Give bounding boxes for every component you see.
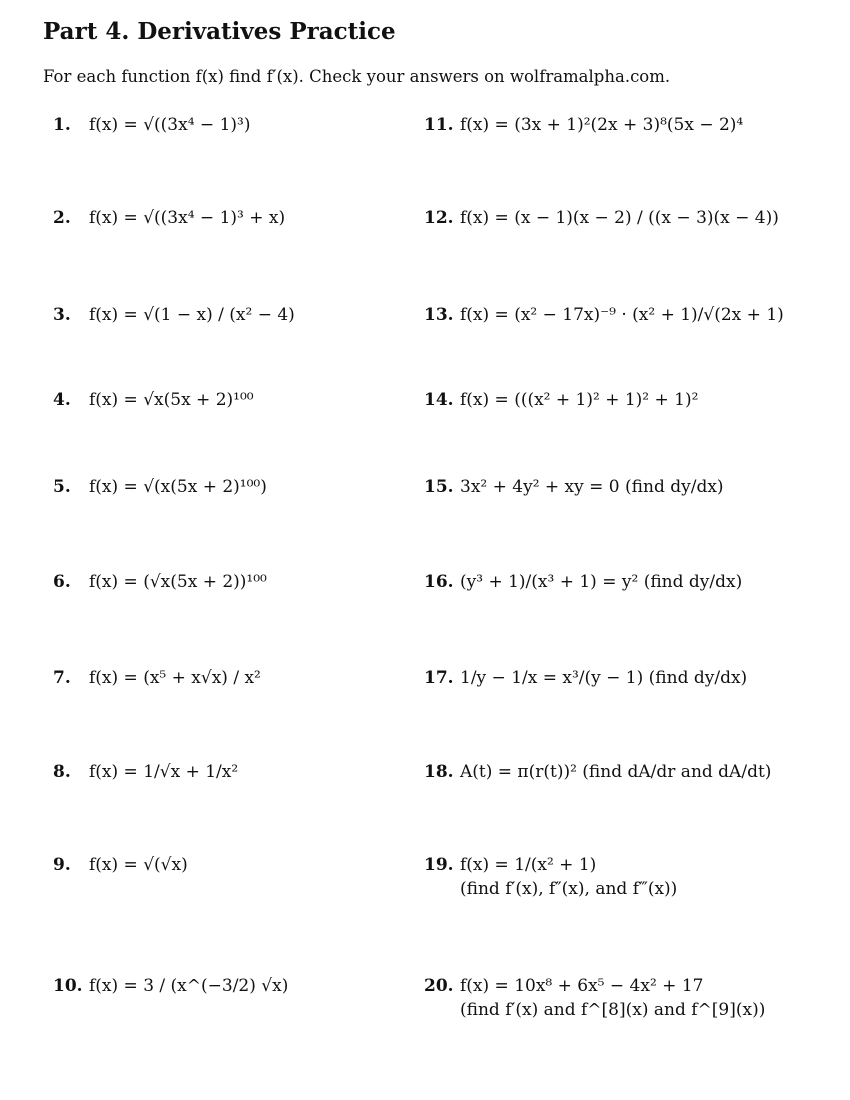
problem-expression: f(x) = 1/√x + 1/x² xyxy=(89,762,239,782)
problem-expression: f(x) = √(x(5x + 2)¹⁰⁰) xyxy=(89,477,267,497)
problem-20 xyxy=(424,976,765,1021)
problem-1 xyxy=(53,115,250,135)
problem-16 xyxy=(424,572,742,592)
problem-expression: f(x) = (x⁵ + x√x) / x² xyxy=(89,668,261,688)
problem-12 xyxy=(424,208,779,228)
problem-number: 18. xyxy=(424,762,454,782)
problem-number: 8. xyxy=(53,762,71,782)
page-title: Part 4. Derivatives Practice xyxy=(43,18,396,45)
problem-number: 7. xyxy=(53,668,71,688)
problem-number: 12. xyxy=(424,208,454,228)
problem-number: 9. xyxy=(53,855,71,875)
problem-expression: f(x) = 10x⁸ + 6x⁵ − 4x² + 17 xyxy=(460,976,704,996)
problem-17 xyxy=(424,668,747,688)
problem-number: 3. xyxy=(53,305,71,325)
problem-6 xyxy=(53,572,267,592)
problem-14 xyxy=(424,390,698,410)
problem-expression: f(x) = 1/(x² + 1) xyxy=(460,855,597,875)
problem-13 xyxy=(424,305,784,325)
problem-number: 19. xyxy=(424,855,454,875)
problem-expression: 1/y − 1/x = x³/(y − 1) (find dy/dx) xyxy=(460,668,748,688)
problem-expression: f(x) = √(√x) xyxy=(89,855,188,875)
problem-expression: 3x² + 4y² + xy = 0 (find dy/dx) xyxy=(460,477,724,497)
problem-number: 4. xyxy=(53,390,71,410)
problem-expression: f(x) = √((3x⁴ − 1)³ + x) xyxy=(89,208,286,228)
problem-number: 13. xyxy=(424,305,454,325)
problem-8 xyxy=(53,762,238,782)
problem-number: 2. xyxy=(53,208,71,228)
problem-number: 15. xyxy=(424,477,454,497)
problem-3 xyxy=(53,305,295,325)
problem-expression: A(t) = π(r(t))² (find dA/dr and dA/dt) xyxy=(460,762,772,782)
problem-expression: f(x) = √((3x⁴ − 1)³) xyxy=(89,115,251,135)
problem-expression: f(x) = 3 / (x^(−3/2) √x) xyxy=(89,976,289,996)
problem-expression: f(x) = (3x + 1)²(2x + 3)⁸(5x − 2)⁴ xyxy=(460,115,744,135)
problem-4 xyxy=(53,390,254,410)
problem-number: 10. xyxy=(53,976,83,996)
problem-number: 16. xyxy=(424,572,454,592)
problem-expression: f(x) = (√x(5x + 2))¹⁰⁰ xyxy=(89,572,267,592)
problem-number: 14. xyxy=(424,390,454,410)
problem-note: (find f′(x) and f^[8](x) and f^[9](x)) xyxy=(460,1000,766,1021)
problem-7 xyxy=(53,668,261,688)
problem-5 xyxy=(53,477,267,497)
problem-number: 6. xyxy=(53,572,71,592)
problem-note: (find f′(x), f″(x), and f‴(x)) xyxy=(460,879,678,900)
problem-number: 11. xyxy=(424,115,454,135)
problem-15 xyxy=(424,477,724,497)
problem-2 xyxy=(53,208,285,228)
problem-number: 1. xyxy=(53,115,71,135)
problem-number: 17. xyxy=(424,668,454,688)
problem-11 xyxy=(424,115,743,135)
problem-expression: f(x) = (x² − 17x)⁻⁹ · (x² + 1)/√(2x + 1) xyxy=(460,305,784,325)
problem-number: 20. xyxy=(424,976,454,996)
problem-expression: f(x) = (((x² + 1)² + 1)² + 1)² xyxy=(460,390,699,410)
instructions: For each function f(x) find f′(x). Check your answers on wolframalpha.com. xyxy=(43,67,671,86)
problem-expression: f(x) = (x − 1)(x − 2) / ((x − 3)(x − 4)) xyxy=(460,208,779,228)
problem-10 xyxy=(53,976,288,996)
problem-expression: f(x) = √x(5x + 2)¹⁰⁰ xyxy=(89,390,254,410)
problem-19 xyxy=(424,855,677,900)
problem-number: 5. xyxy=(53,477,71,497)
problem-18 xyxy=(424,762,771,782)
problem-expression: (y³ + 1)/(x³ + 1) = y² (find dy/dx) xyxy=(460,572,743,592)
problem-9 xyxy=(53,855,188,875)
problem-expression: f(x) = √(1 − x) / (x² − 4) xyxy=(89,305,295,325)
